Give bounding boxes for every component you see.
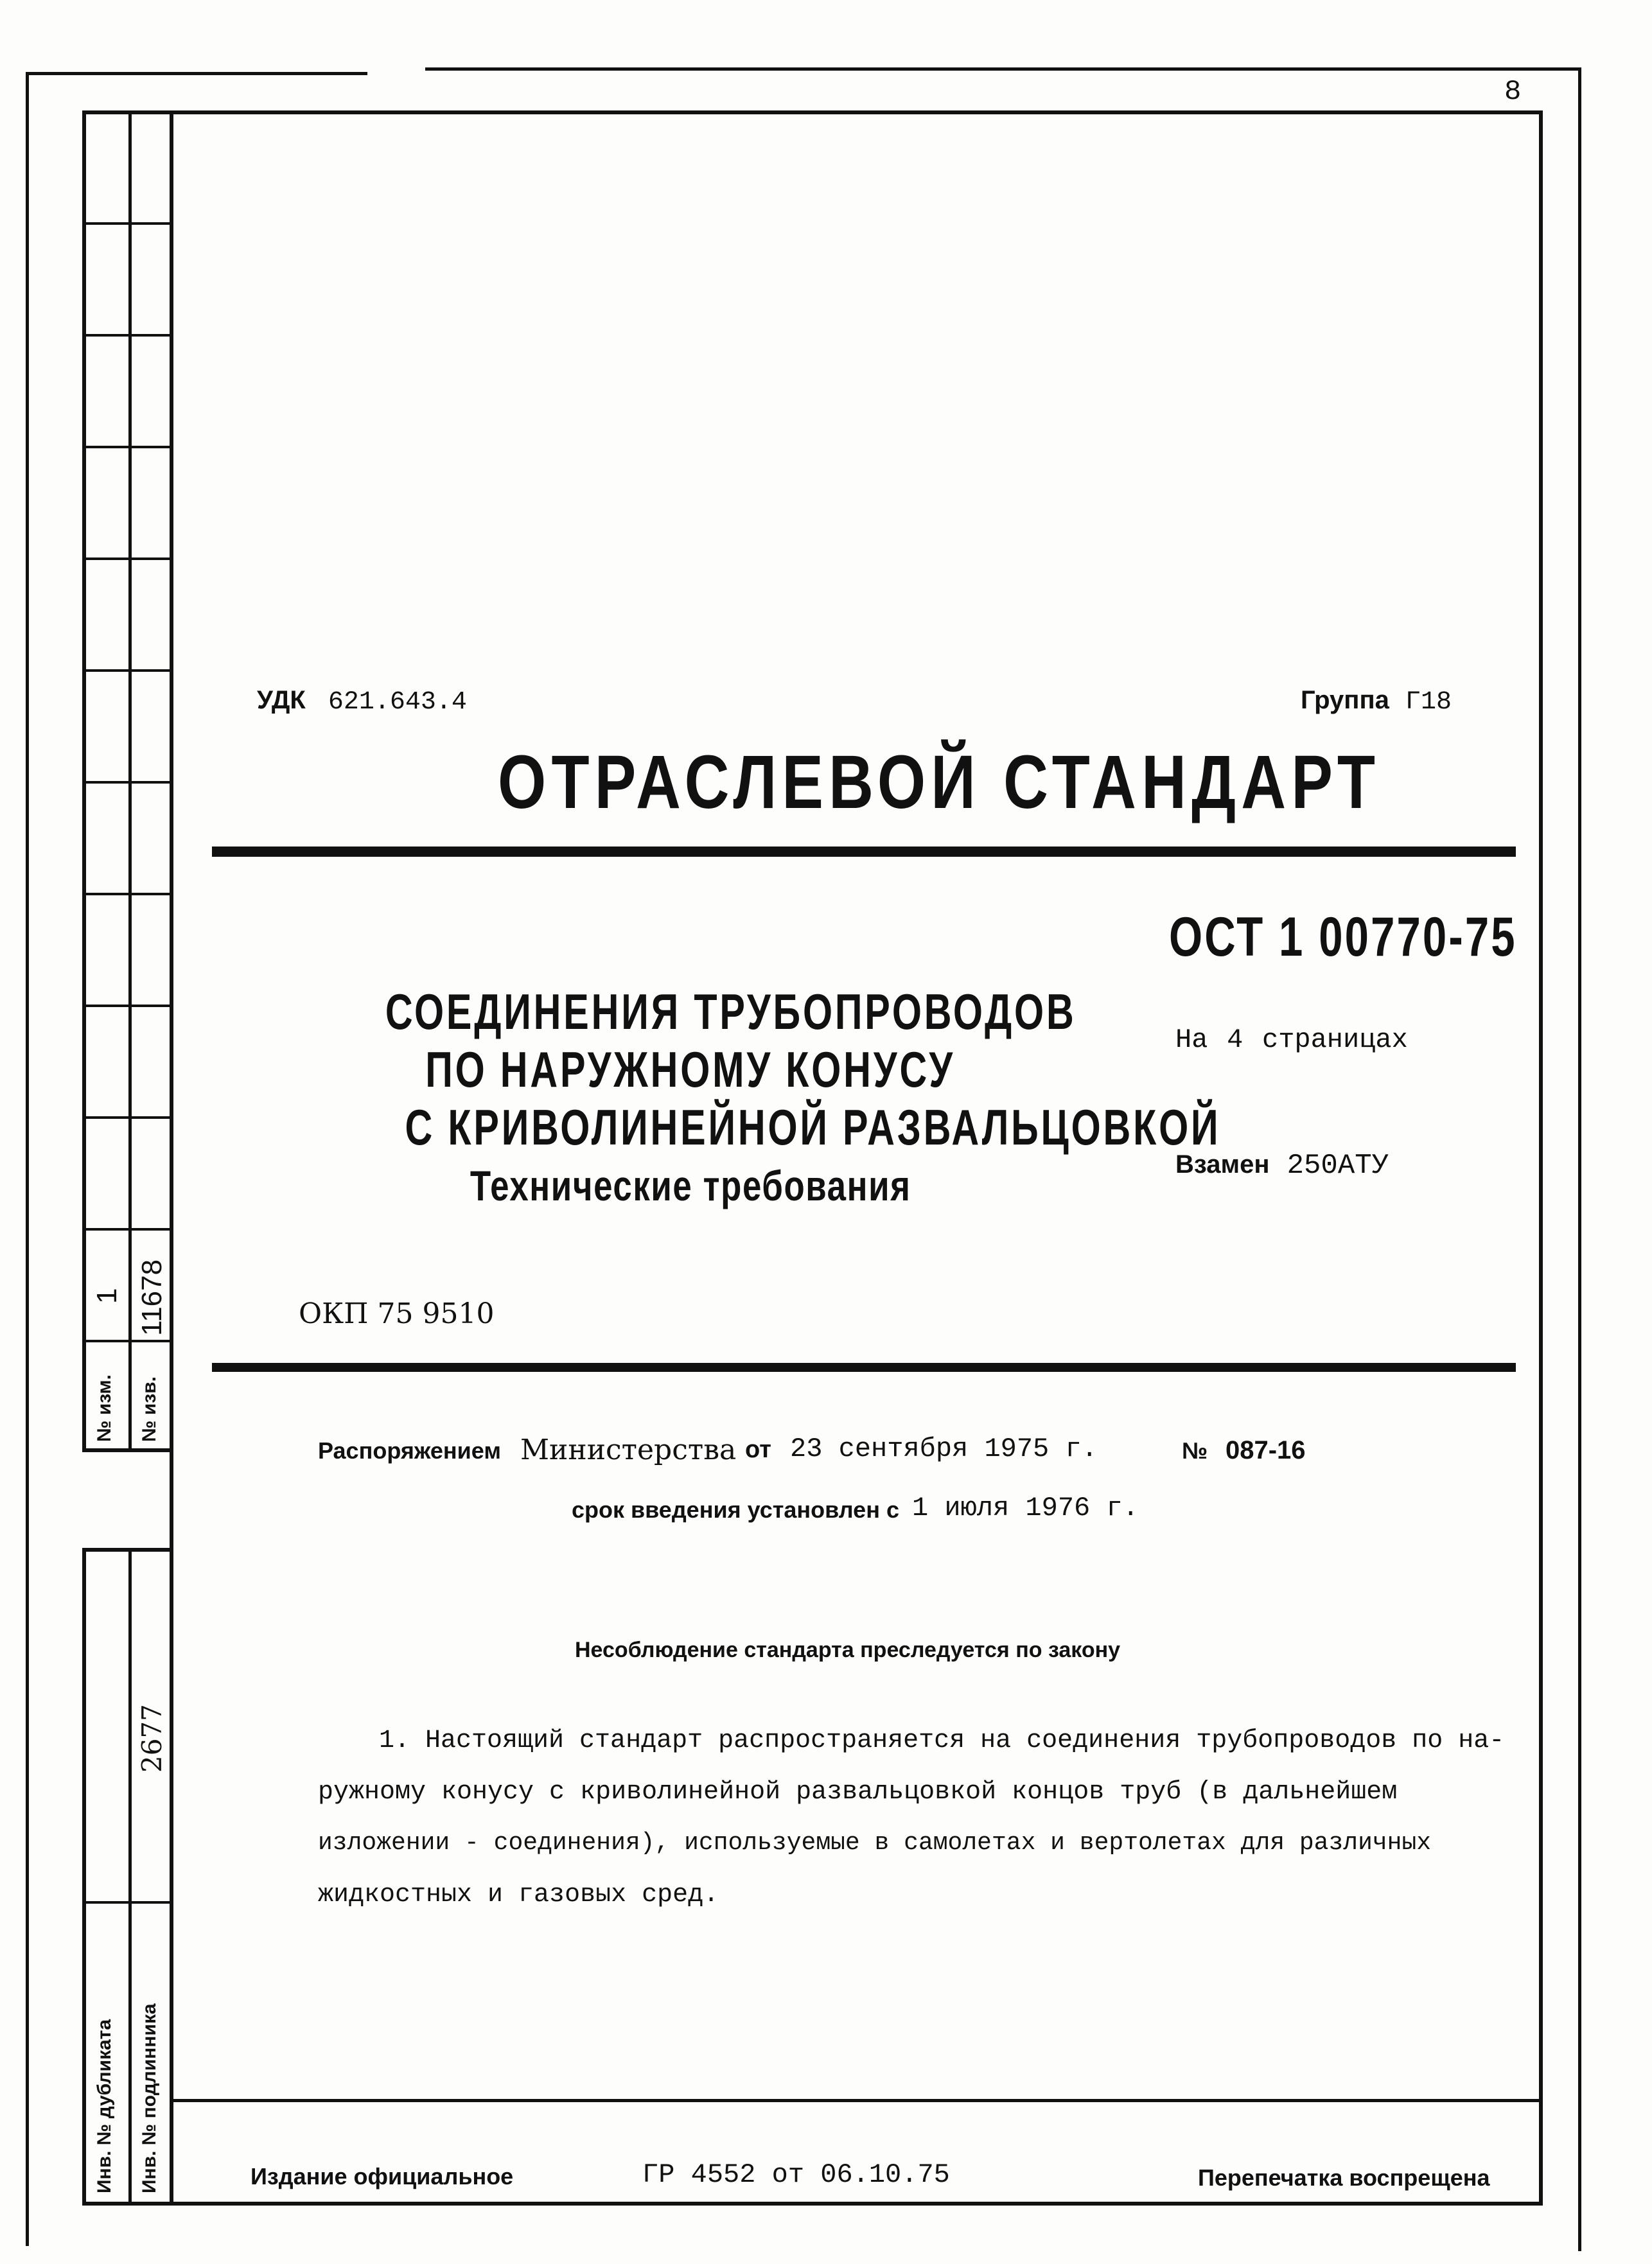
- body-line-3: изложении - соединения), используемые в самолетах и вертолетах для различных: [318, 1829, 1432, 1857]
- pages-unit: страницах: [1261, 1024, 1408, 1055]
- stamp-row-divider: [82, 557, 173, 560]
- order-ministry: Министерства: [520, 1434, 737, 1466]
- intro-date: 1 июля 1976 г.: [912, 1493, 1139, 1523]
- doc-title-line3-text: С КРИВОЛИНЕЙНОЙ РАЗВАЛЬЦОВКОЙ: [405, 1099, 1221, 1155]
- stamp-row-divider: [82, 1228, 173, 1231]
- pages-value: 4: [1227, 1024, 1243, 1055]
- doc-title-line1-text: СОЕДИНЕНИЯ ТРУБОПРОВОДОВ: [385, 983, 1076, 1040]
- stamp-izv-value: 11678: [136, 1259, 168, 1336]
- doc-title-line2-text: ПО НАРУЖНОМУ КОНУСУ: [425, 1041, 956, 1098]
- body-line-4: жидкостных и газовых сред.: [318, 1881, 719, 1909]
- pages-label: На: [1175, 1024, 1208, 1055]
- doc-title-line3: [276, 1098, 1221, 1161]
- outer-top-border-left: [27, 72, 367, 75]
- doc-title-line2: [276, 1040, 1105, 1098]
- doc-subtitle-text: Технические требования: [470, 1162, 911, 1209]
- okp-rule: [212, 1363, 1516, 1372]
- inner-bottom-border: [82, 2202, 1543, 2206]
- stamp-row-divider: [82, 446, 173, 448]
- inner-top-border: [82, 110, 1543, 114]
- stamp-row-divider: [82, 1340, 173, 1342]
- outer-left-border: [26, 72, 29, 2246]
- stamp-lower-top: [82, 1548, 173, 1552]
- page-number: 8: [1504, 76, 1522, 108]
- footer-reprint: Перепечатка воспрещена: [1198, 2164, 1490, 2191]
- stamp-dubl-label: Инв. № дубликата: [94, 2019, 115, 2193]
- replaces-label: Взамен: [1175, 1150, 1270, 1179]
- order-date: 23 сентября 1975 г.: [790, 1434, 1098, 1464]
- doc-subtitle: [276, 1161, 1105, 1210]
- stamp-lower-left: [82, 1548, 86, 2206]
- stamp-row-divider: [82, 893, 173, 895]
- stamp-row-divider: [82, 1116, 173, 1119]
- order-from: от: [745, 1436, 771, 1463]
- stamp-row-divider: [82, 1901, 173, 1904]
- stamp-podl-label: Инв. № подлинника: [139, 2003, 160, 2193]
- body-line-2: ружному конусу с криволинейной развальцовкой концов труб (в дальнейшем: [318, 1778, 1398, 1807]
- udk-line: [257, 686, 467, 717]
- footer-edition: Издание официальное: [250, 2163, 514, 2189]
- standard-number: ОСТ 1 00770-75: [1169, 906, 1517, 968]
- intro-label: срок введения установлен с: [572, 1496, 899, 1523]
- replaces-value: 250АТУ: [1287, 1150, 1389, 1182]
- stamp-lower-mid: [128, 1548, 132, 2206]
- group-label: Группа: [1301, 686, 1389, 714]
- group-line: [1301, 686, 1452, 717]
- doc-title-line1: [276, 983, 1105, 1040]
- stamp-row-divider: [82, 334, 173, 337]
- group-value: Г18: [1405, 688, 1452, 717]
- order-number-label: №: [1182, 1437, 1208, 1464]
- law-notice: Несоблюдение стандарта преследуется по закону: [575, 1638, 1121, 1662]
- stamp-row-divider: [82, 222, 173, 225]
- pages-line: [1175, 1022, 1408, 1055]
- stamp-izm-value: 1: [91, 1288, 123, 1304]
- udk-value: 621.643.4: [328, 688, 467, 717]
- order-label: Распоряжением: [318, 1437, 501, 1464]
- outer-top-border-right: [425, 67, 1578, 71]
- stamp-izv-label: № изв.: [139, 1376, 160, 1442]
- stamp-row-divider: [82, 781, 173, 784]
- document-title: ОТРАСЛЕВОЙ СТАНДАРТ: [498, 740, 1381, 825]
- body-line-1: 1. Настоящий стандарт распространяется на соединения трубопроводов по на-: [379, 1726, 1505, 1755]
- doc-title-block: [276, 983, 1221, 1210]
- footer-reg: ГР 4552 от 06.10.75: [642, 2159, 950, 2190]
- stamp-podl-value: 2677: [136, 1704, 168, 1773]
- frame-left-border: [170, 110, 173, 2206]
- title-rule: [212, 847, 1516, 857]
- inner-right-border: [1539, 110, 1543, 2206]
- udk-label: УДК: [257, 686, 306, 714]
- order-number-value: 087-16: [1226, 1436, 1306, 1464]
- stamp-izm-label: № изм.: [94, 1374, 115, 1442]
- stamp-row-divider: [82, 1005, 173, 1007]
- outer-right-border: [1578, 67, 1581, 2251]
- stamp-upper-bottom: [82, 1448, 173, 1452]
- footer-divider: [170, 2099, 1543, 2102]
- stamp-row-divider: [82, 669, 173, 672]
- okp-code: ОКП 75 9510: [299, 1297, 495, 1330]
